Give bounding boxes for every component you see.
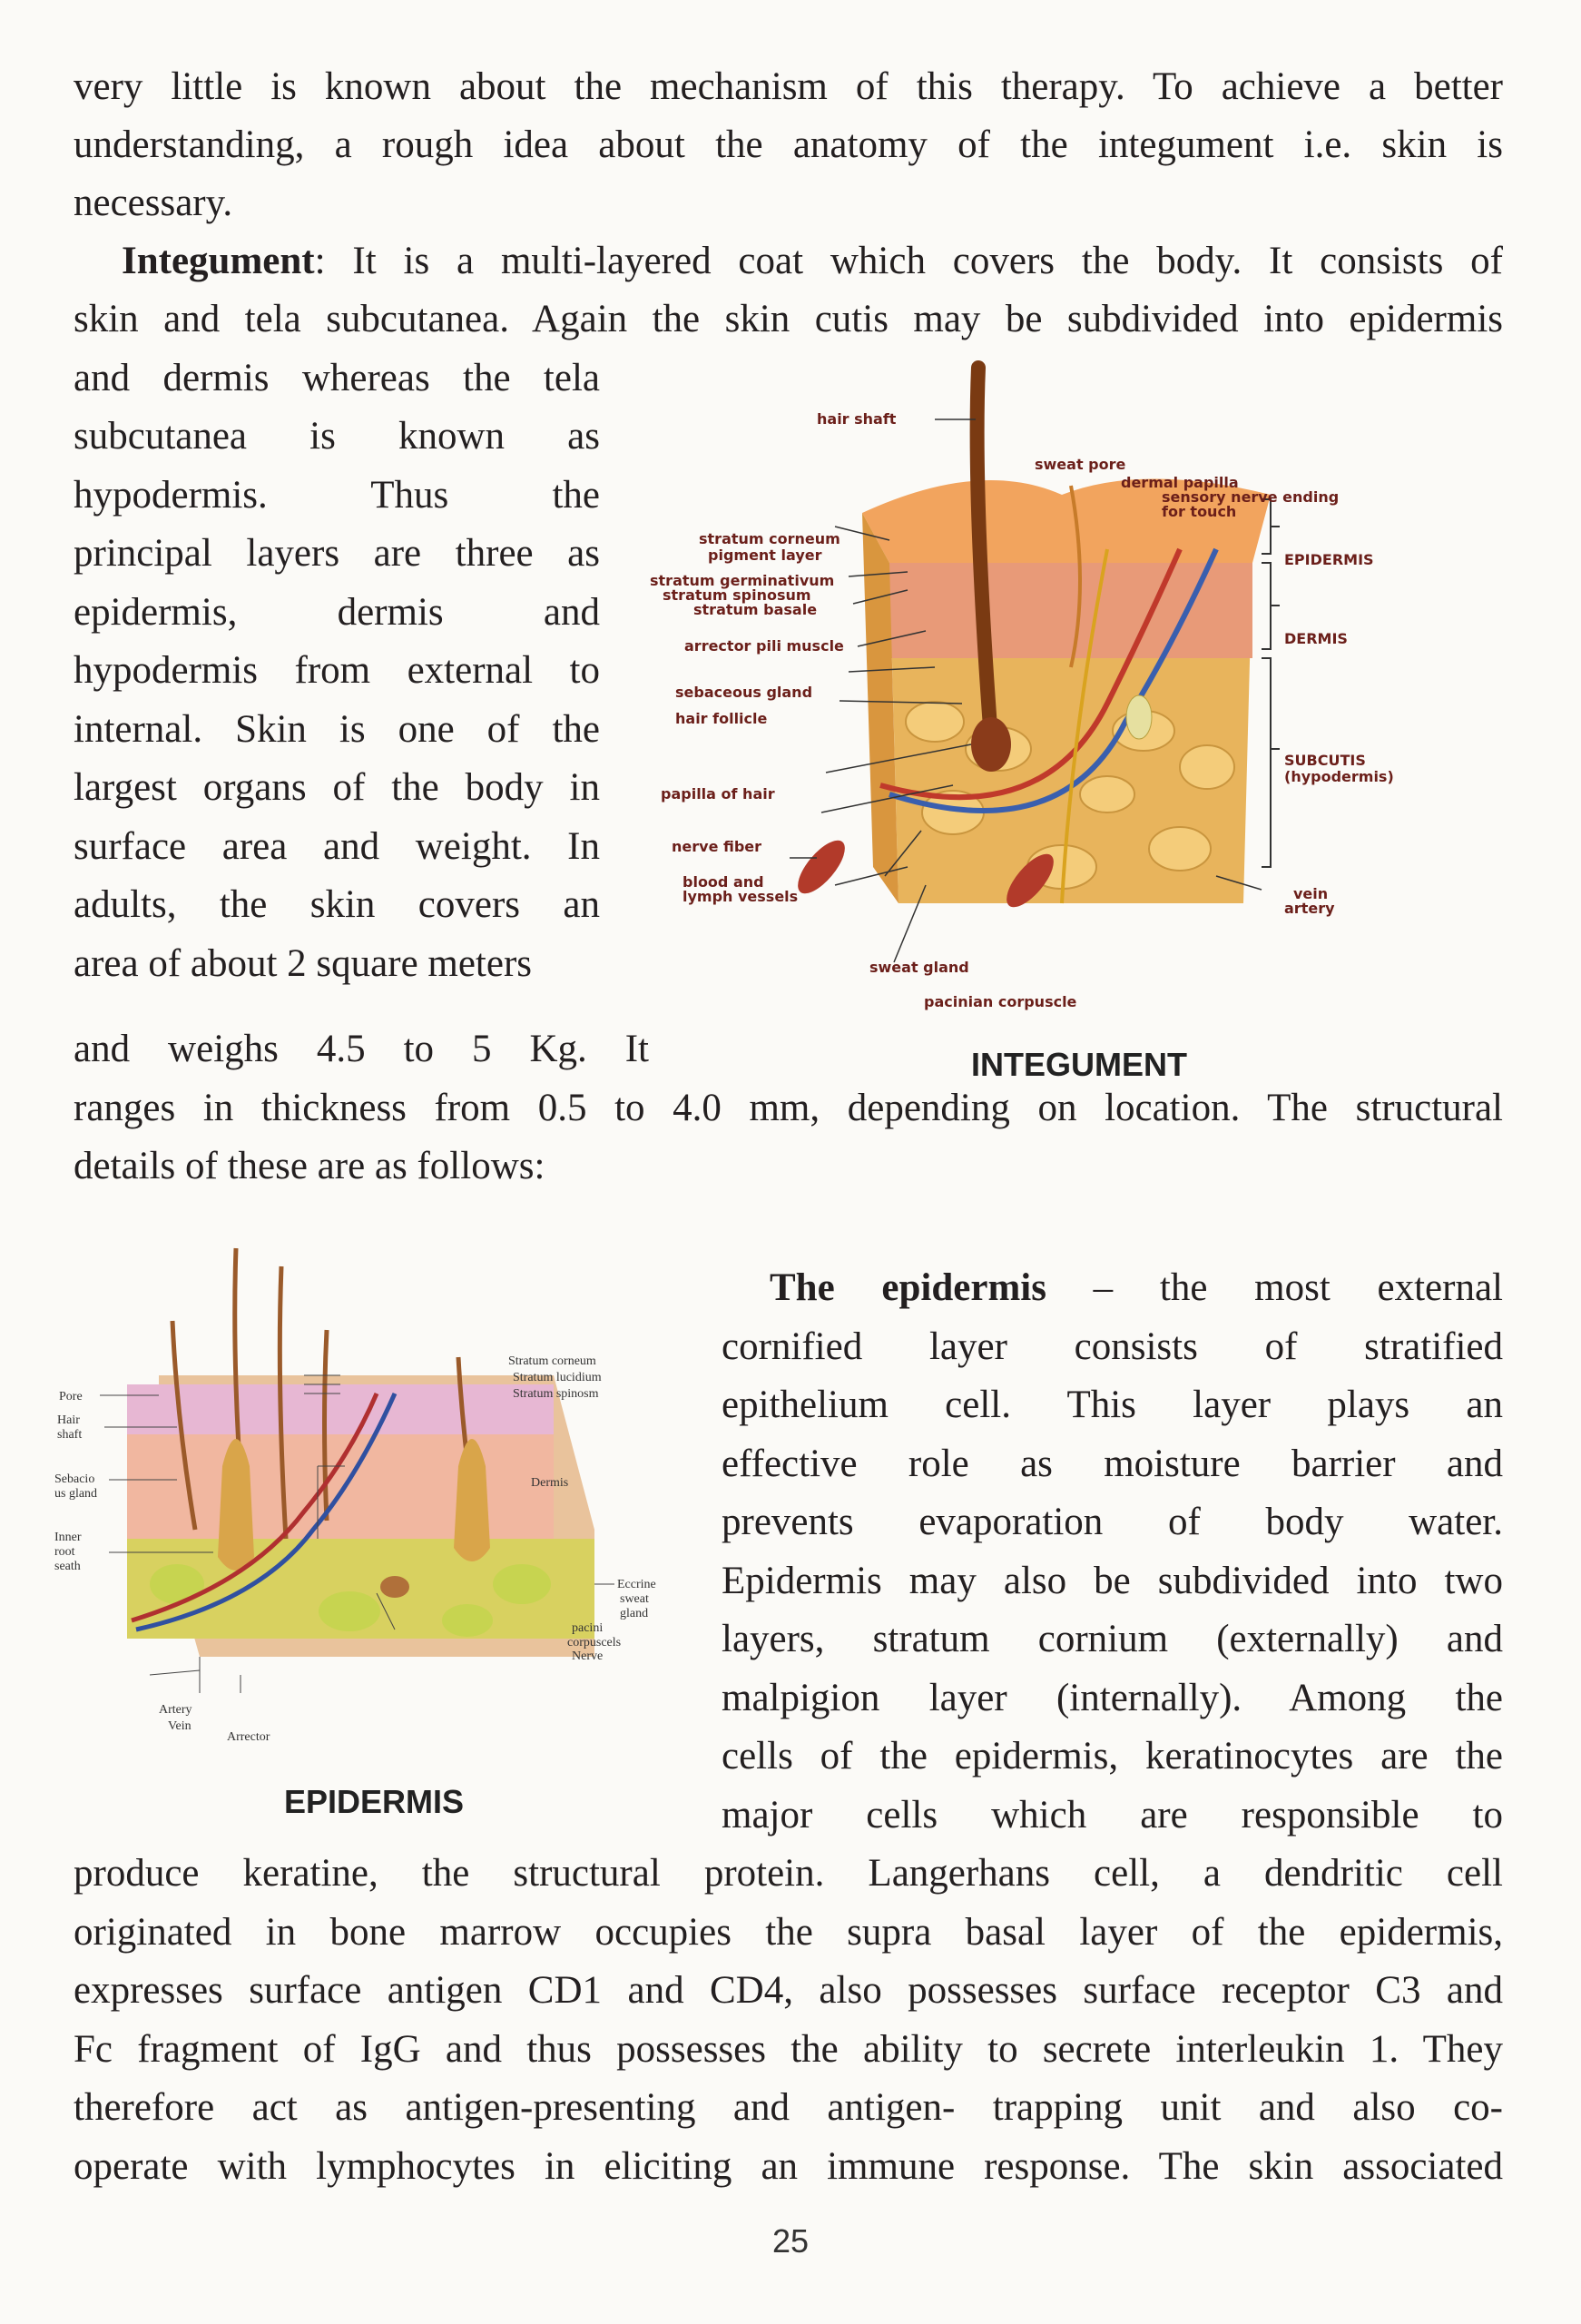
text-line: internal. Skin is one of the	[74, 708, 600, 751]
label-arrector: arrector pili muscle	[684, 637, 844, 655]
label-subcutis: SUBCUTIS	[1284, 752, 1366, 769]
text-line: epithelium cell. This layer plays an	[722, 1384, 1503, 1426]
page-number: 25	[771, 2222, 810, 2260]
text-line: epidermis, dermis and	[74, 591, 600, 634]
label-s-lucidum: Stratum lucidium	[513, 1371, 602, 1384]
label-sweat-gland: gland	[620, 1607, 649, 1620]
label-hair: Hair	[57, 1413, 80, 1427]
text-line: Fc fragment of IgG and thus possesses the ability to secrete interleukin 1. They	[74, 2028, 1503, 2071]
integument-diagram	[635, 359, 1434, 1021]
label-nerve: Nerve	[572, 1649, 604, 1663]
text-line: produce keratine, the structural protein. Langerhans cell, a dendritic cell	[74, 1852, 1503, 1895]
text-line: originated in bone marrow occupies the supra basal layer of the epidermis,	[74, 1911, 1503, 1954]
label-stratum-basale: stratum basale	[693, 601, 818, 618]
text-line: and dermis whereas the tela	[74, 357, 600, 399]
cut-vessel-left	[790, 833, 852, 901]
text-line: ranges in thickness from 0.5 to 4.0 mm, depending on location. The structural	[74, 1087, 1503, 1129]
dermis-block	[889, 558, 1252, 658]
text-line: The epidermis – the most external	[770, 1266, 1503, 1309]
text-line: effective role as moisture barrier and	[722, 1443, 1503, 1485]
label-arrector: Arrector	[227, 1730, 270, 1744]
label-eccrine: Eccrine	[617, 1578, 656, 1591]
label-pore: Pore	[59, 1390, 83, 1403]
label-dermis: Dermis	[531, 1476, 569, 1490]
text-line: hypodermis. Thus the	[74, 474, 600, 517]
label-seath: seath	[54, 1560, 81, 1573]
label-gland: us gland	[54, 1487, 98, 1501]
section-heading-integument: Integument	[122, 240, 315, 282]
label-stratum-spinosum: stratum spinosum	[663, 586, 811, 604]
label-sebacious: Sebacio	[54, 1472, 95, 1486]
pacini-corpuscle	[380, 1576, 409, 1598]
text-line: hypodermis from external to	[74, 649, 600, 692]
label-artery: Artery	[159, 1703, 192, 1717]
label-hypodermis: (hypodermis)	[1284, 768, 1394, 785]
label-dermis-layer: DERMIS	[1284, 630, 1348, 647]
text-line: very little is known about the mechanism of this therapy. To achieve a better	[74, 65, 1503, 108]
text-line: principal layers are three as	[74, 532, 600, 575]
label-hair-shaft: hair shaft	[817, 410, 897, 428]
text-line: and weighs 4.5 to 5 Kg. It	[74, 1028, 649, 1070]
hair-bulb	[971, 717, 1011, 772]
label-pacini: pacini	[572, 1621, 604, 1635]
label-sensory-nerve: sensory nerve ending	[1162, 488, 1340, 506]
label-s-spinosum: Stratum spinosm	[513, 1387, 599, 1401]
text-line: expresses surface antigen CD1 and CD4, also possesses surface receptor C3 and	[74, 1969, 1503, 2012]
figure-caption-epidermis: EPIDERMIS	[284, 1783, 465, 1820]
label-sweat-gland: sweat gland	[869, 959, 969, 976]
text-line: largest organs of the body in	[74, 766, 600, 809]
text-line: major cells which are responsible to	[722, 1794, 1503, 1837]
label-sensory-nerve-2: for touch	[1162, 503, 1237, 520]
label-sweat: sweat	[620, 1592, 649, 1606]
text-line: cells of the epidermis, keratinocytes are the	[722, 1735, 1503, 1777]
text-line: prevents evaporation of body water.	[722, 1501, 1503, 1543]
text-line: adults, the skin covers an	[74, 883, 600, 926]
text-line: layers, stratum cornium (externally) and	[722, 1618, 1503, 1660]
label-epidermis-layer: EPIDERMIS	[1284, 551, 1374, 568]
epidermis-strip	[127, 1384, 554, 1434]
text-line: area of about 2 square meters	[74, 942, 533, 985]
label-artery: artery	[1284, 900, 1335, 917]
label-sebaceous: sebaceous gland	[675, 684, 813, 701]
label-nerve-fiber: nerve fiber	[672, 838, 762, 855]
label-pigment-layer: pigment layer	[708, 547, 822, 564]
text-line: Integument: It is a multi-layered coat which covers the body. It consists of	[122, 240, 1503, 282]
text-line: understanding, a rough idea about the anatomy of the integument i.e. skin is	[74, 123, 1503, 166]
label-sweat-pore: sweat pore	[1035, 456, 1126, 473]
text-line: malpigion layer (internally). Among the	[722, 1677, 1503, 1719]
text-line: skin and tela subcutanea. Again the skin cutis may be subdivided into epidermis	[74, 298, 1503, 340]
label-s-corneum: Stratum corneum	[508, 1354, 596, 1368]
label-lymph-vessels: lymph vessels	[682, 888, 799, 905]
label-blood-vessels: blood and	[682, 873, 764, 891]
dermis-strip	[127, 1434, 554, 1539]
text-line: details of these are as follows:	[74, 1145, 545, 1187]
label-stratum-germinativum: stratum germinativum	[650, 572, 835, 589]
layer-brackets	[1262, 499, 1280, 867]
label-pacinian: pacinian corpuscle	[924, 993, 1077, 1010]
label-inner: Inner	[54, 1531, 82, 1544]
label-vein: vein	[1293, 885, 1329, 902]
epidermis-diagram	[50, 1239, 694, 1766]
label-shaft: shaft	[57, 1428, 83, 1442]
label-papilla-of-hair: papilla of hair	[661, 785, 775, 803]
label-hair-follicle: hair follicle	[675, 710, 768, 727]
section-heading-epidermis: The epidermis	[770, 1266, 1046, 1309]
text-line: necessary.	[74, 182, 233, 224]
label-vein: Vein	[168, 1719, 191, 1733]
label-dermal-papilla: dermal papilla	[1121, 474, 1239, 491]
text-line: Epidermis may also be subdivided into two	[722, 1560, 1503, 1602]
text-line: cornified layer consists of stratified	[722, 1325, 1503, 1368]
text-line: subcutanea is known as	[74, 415, 600, 458]
text-line: therefore act as antigen-presenting and antigen- trapping unit and also co-	[74, 2086, 1503, 2129]
text-line: operate with lymphocytes in eliciting an immune response. The skin associated	[74, 2145, 1503, 2188]
pacinian-corpuscle	[1126, 695, 1152, 739]
label-corpuscels: corpuscels	[567, 1636, 622, 1649]
text-line: surface area and weight. In	[74, 825, 600, 868]
label-stratum-corneum: stratum corneum	[699, 530, 840, 547]
figure-caption-integument: INTEGUMENT	[971, 1046, 1187, 1083]
label-root: root	[54, 1545, 75, 1559]
